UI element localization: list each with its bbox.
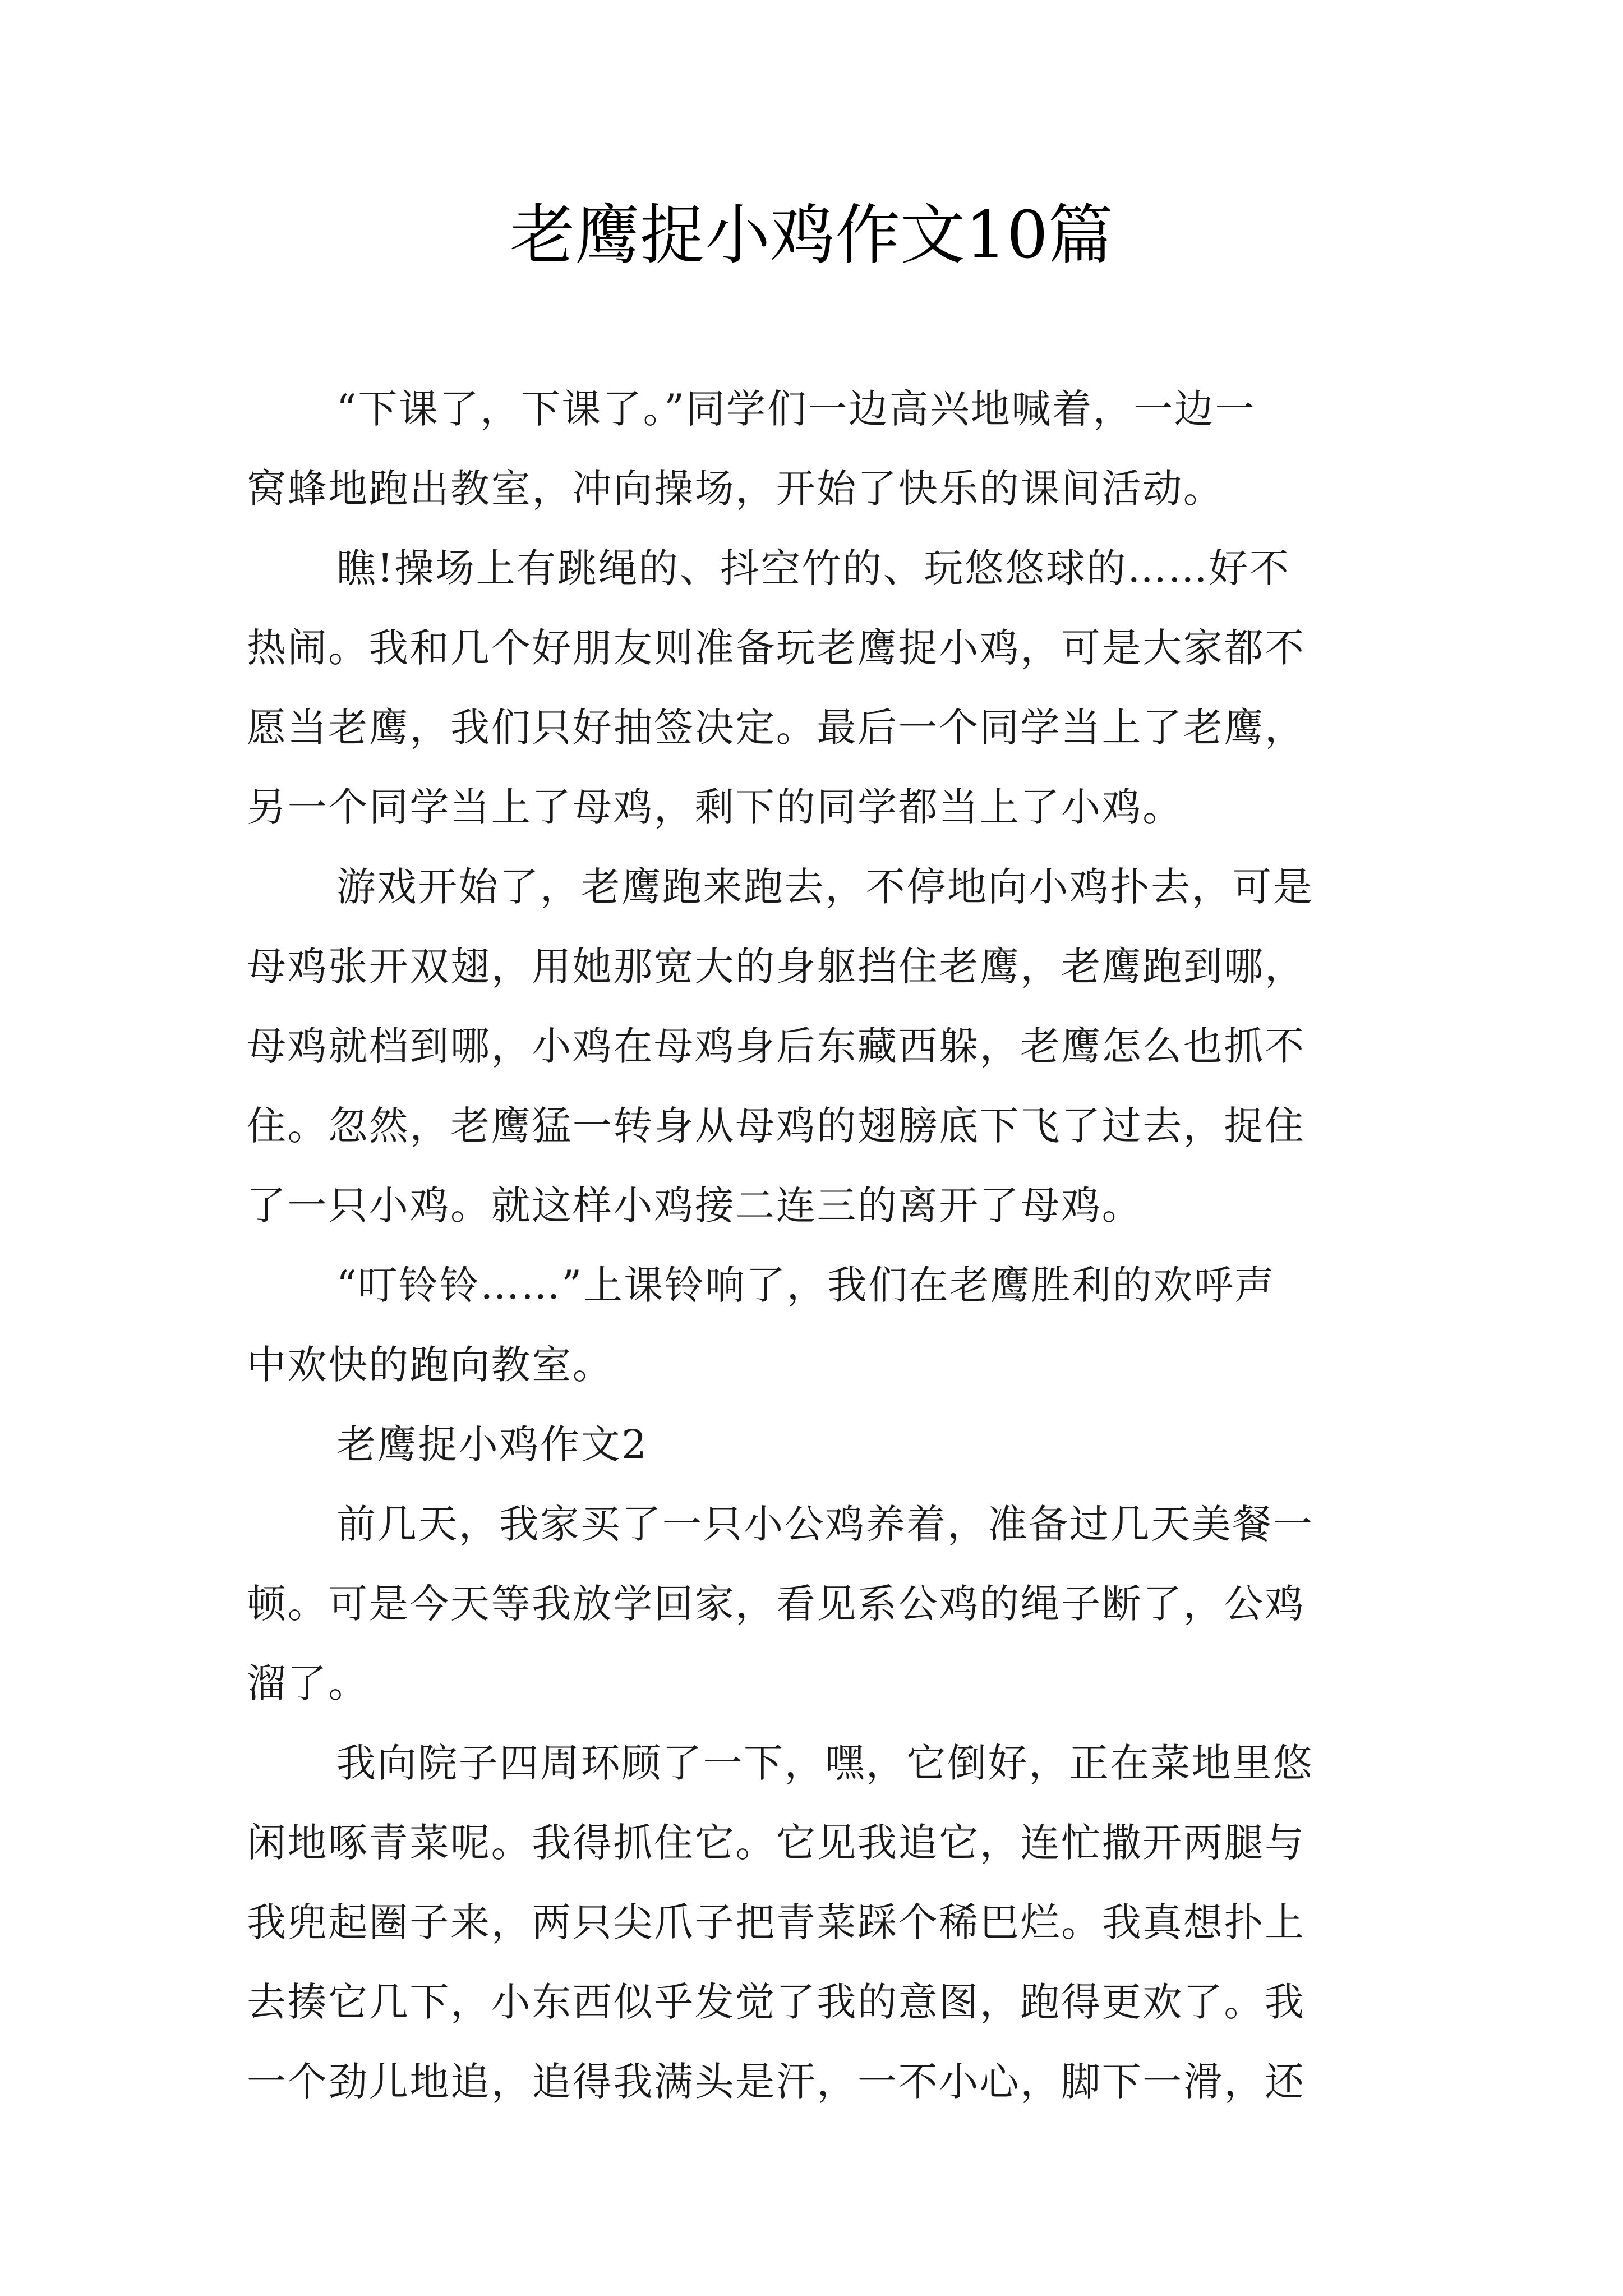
text-line: 我向院子四周环顾了一下，嘿，它倒好，正在菜地里悠	[336, 1740, 1314, 1786]
text-line: 一个劲儿地追，追得我满头是汗，一不小心，脚下一滑，还	[247, 2059, 1306, 2105]
paragraph	[247, 847, 1380, 1245]
paragraph	[247, 1484, 1380, 1723]
paragraph	[247, 369, 1380, 528]
text-line: 住。忽然，老鹰猛一转身从母鸡的翅膀底下飞了过去，捉住	[247, 1103, 1306, 1149]
text-line: 母鸡就档到哪，小鸡在母鸡身后东藏西躲，老鹰怎么也抓不	[247, 1023, 1306, 1069]
text-line: 另一个同学当上了母鸡，剩下的同学都当上了小鸡。	[247, 784, 1183, 830]
text-line: 瞧!操场上有跳绳的、抖空竹的、玩悠悠球的……好不	[336, 545, 1290, 591]
text-line: 中欢快的跑向教室。	[247, 1342, 614, 1388]
text-line: 热闹。我和几个好朋友则准备玩老鹰捉小鸡，可是大家都不	[247, 625, 1306, 671]
paragraph	[247, 1723, 1380, 2122]
text-line: 了一只小鸡。就这样小鸡接二连三的离开了母鸡。	[247, 1182, 1143, 1228]
text-line: 我兜起圈子来，两只尖爪子把青菜踩个稀巴烂。我真想扑上	[247, 1899, 1306, 1945]
document-body	[247, 369, 1380, 2122]
text-line: 前几天，我家买了一只小公鸡养着，准备过几天美餐一	[336, 1501, 1314, 1547]
text-line: 愿当老鹰，我们只好抽签决定。最后一个同学当上了老鹰，	[247, 705, 1306, 751]
paragraph	[247, 528, 1380, 847]
text-line: 去揍它几下，小东西似乎发觉了我的意图，跑得更欢了。我	[247, 1979, 1306, 2025]
paragraph	[247, 1245, 1380, 1405]
text-line: 闲地啄青菜呢。我得抓住它。它见我追它，连忙撒开两腿与	[247, 1820, 1306, 1866]
text-line: “下课了，下课了。”同学们一边高兴地喊着，一边一	[336, 386, 1256, 432]
text-line: 顿。可是今天等我放学回家，看见系公鸡的绳子断了，公鸡	[247, 1581, 1306, 1627]
text-line: “叮铃铃……”上课铃响了，我们在老鹰胜利的欢呼声	[336, 1262, 1275, 1308]
text-line: 游戏开始了，老鹰跑来跑去，不停地向小鸡扑去，可是	[336, 864, 1314, 910]
text-line: 老鹰捉小鸡作文2	[336, 1421, 648, 1467]
text-line: 母鸡张开双翅，用她那宽大的身躯挡住老鹰，老鹰跑到哪，	[247, 944, 1306, 990]
text-line: 窝蜂地跑出教室，冲向操场，开始了快乐的课间活动。	[247, 466, 1224, 512]
section-heading	[247, 1405, 1380, 1484]
document-title: 老鹰捉小鸡作文10篇	[510, 197, 1113, 273]
text-line: 溜了。	[247, 1660, 369, 1706]
